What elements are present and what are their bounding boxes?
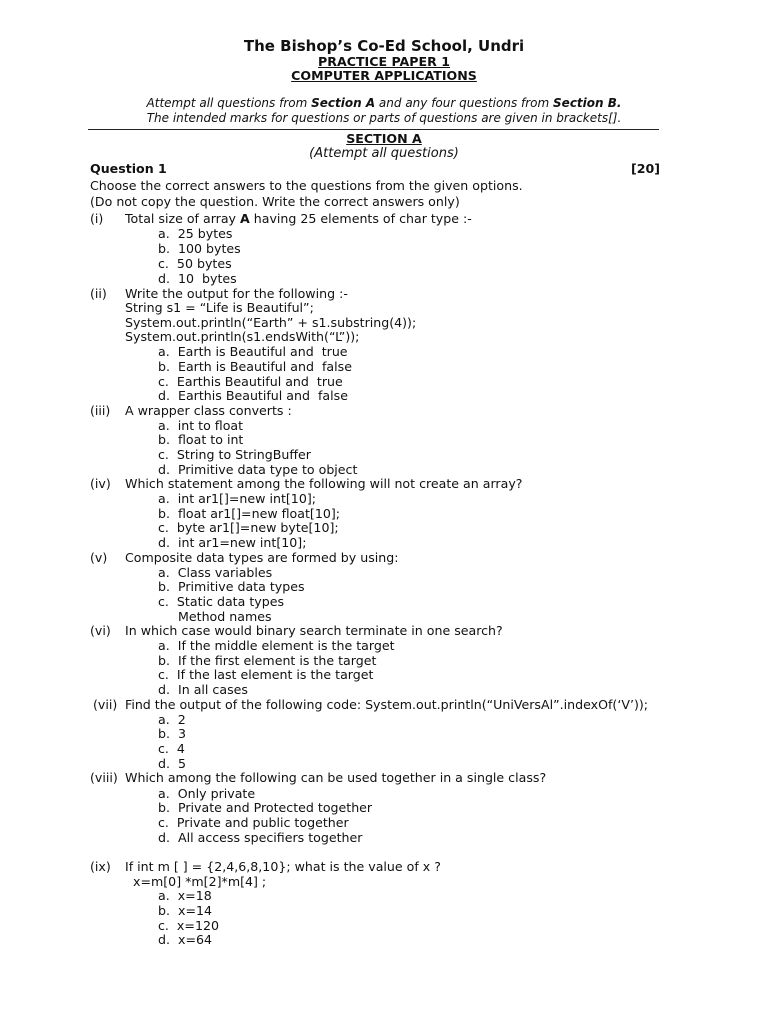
q2-text: Write the output for the following :- bbox=[125, 286, 348, 301]
q9-option: c. x=120 bbox=[158, 918, 219, 933]
q9-number: (ix) bbox=[90, 859, 111, 874]
section-title: SECTION A bbox=[346, 131, 422, 146]
q3-option: b. float to int bbox=[158, 432, 244, 447]
q9-text: If int m [ ] = {2,4,6,8,10}; what is the value of x ? bbox=[125, 859, 441, 874]
q9-option: b. x=14 bbox=[158, 903, 213, 918]
q9-expression: x=m[0] *m[2]*m[4] ; bbox=[133, 874, 267, 889]
subject-title: COMPUTER APPLICATIONS bbox=[291, 68, 477, 83]
q1-text: Total size of array A having 25 elements of char type :- bbox=[125, 211, 472, 226]
q7-option: a. 2 bbox=[158, 712, 186, 727]
q6-text: In which case would binary search terminate in one search? bbox=[125, 623, 503, 638]
q4-number: (iv) bbox=[90, 476, 111, 491]
q7-option: c. 4 bbox=[158, 741, 185, 756]
instruction-line-1: Attempt all questions from Section A and any four questions from Section B. bbox=[146, 96, 622, 110]
q2-code-line: String s1 = “Life is Beautiful”; bbox=[125, 300, 314, 315]
q4-option: a. int ar1[]=new int[10]; bbox=[158, 491, 316, 506]
q2-option: c. Earthis Beautiful and true bbox=[158, 374, 343, 389]
q3-text: A wrapper class converts : bbox=[125, 403, 292, 418]
q5-number: (v) bbox=[90, 550, 108, 565]
q6-option: a. If the middle element is the target bbox=[158, 638, 395, 653]
q1-number: (i) bbox=[90, 211, 104, 226]
q3-number: (iii) bbox=[90, 403, 111, 418]
q1-option: a. 25 bytes bbox=[158, 226, 233, 241]
q3-option: a. int to float bbox=[158, 418, 244, 433]
q4-option: c. byte ar1[]=new byte[10]; bbox=[158, 520, 339, 535]
q6-option: b. If the first element is the target bbox=[158, 653, 377, 668]
q7-option: b. 3 bbox=[158, 726, 187, 741]
q8-option: b. Private and Protected together bbox=[158, 800, 373, 815]
q2-code-line: System.out.println(s1.endsWith(“L”)); bbox=[125, 329, 360, 344]
q5-option: a. Class variables bbox=[158, 565, 273, 580]
question-intro-1: Choose the correct answers to the questions from the given options. bbox=[90, 178, 523, 193]
school-name: The Bishop’s Co-Ed School, Undri bbox=[243, 37, 525, 55]
q6-option: d. In all cases bbox=[158, 682, 248, 697]
q2-option: a. Earth is Beautiful and true bbox=[158, 344, 348, 359]
q4-option: b. float ar1[]=new float[10]; bbox=[158, 506, 341, 521]
q5-option: b. Primitive data types bbox=[158, 579, 305, 594]
q8-option: a. Only private bbox=[158, 786, 256, 801]
paper-title: PRACTICE PAPER 1 bbox=[318, 54, 450, 69]
q1-option: d. 10 bytes bbox=[158, 271, 237, 286]
q5-option: c. Static data types bbox=[158, 594, 285, 609]
q9-option: d. x=64 bbox=[158, 932, 213, 947]
question-marks: [20] bbox=[631, 161, 661, 176]
q7-text: Find the output of the following code: System.out.println(“UniVersAl”.indexOf(‘V’)); bbox=[125, 697, 649, 712]
q4-text: Which statement among the following will not create an array? bbox=[125, 476, 523, 491]
question-intro-2: (Do not copy the question. Write the correct answers only) bbox=[90, 194, 460, 209]
q9-option: a. x=18 bbox=[158, 888, 212, 903]
q7-number: (vii) bbox=[93, 697, 118, 712]
q8-number: (viii) bbox=[90, 770, 118, 785]
instruction-line-2: The intended marks for questions or parts of questions are given in brackets[]. bbox=[146, 111, 622, 125]
section-subtitle: (Attempt all questions) bbox=[309, 146, 459, 161]
q3-option: d. Primitive data type to object bbox=[158, 462, 358, 477]
divider bbox=[88, 129, 659, 130]
q5-text: Composite data types are formed by using: bbox=[125, 550, 399, 565]
q8-text: Which among the following can be used together in a single class? bbox=[125, 770, 547, 785]
q4-option: d. int ar1=new int[10]; bbox=[158, 535, 307, 550]
q2-code-line: System.out.println(“Earth” + s1.substring(4)); bbox=[125, 315, 417, 330]
question-title: Question 1 bbox=[90, 161, 167, 176]
q8-option: d. All access specifiers together bbox=[158, 830, 363, 845]
q7-option: d. 5 bbox=[158, 756, 187, 771]
q2-option: b. Earth is Beautiful and false bbox=[158, 359, 352, 374]
q1-option: b. 100 bytes bbox=[158, 241, 241, 256]
q2-option: d. Earthis Beautiful and false bbox=[158, 388, 348, 403]
q6-number: (vi) bbox=[90, 623, 111, 638]
q2-number: (ii) bbox=[90, 286, 107, 301]
q8-option: c. Private and public together bbox=[158, 815, 349, 830]
q1-option: c. 50 bytes bbox=[158, 256, 232, 271]
q6-option: c. If the last element is the target bbox=[158, 667, 374, 682]
q5-option: Method names bbox=[158, 609, 272, 624]
q3-option: c. String to StringBuffer bbox=[158, 447, 311, 462]
